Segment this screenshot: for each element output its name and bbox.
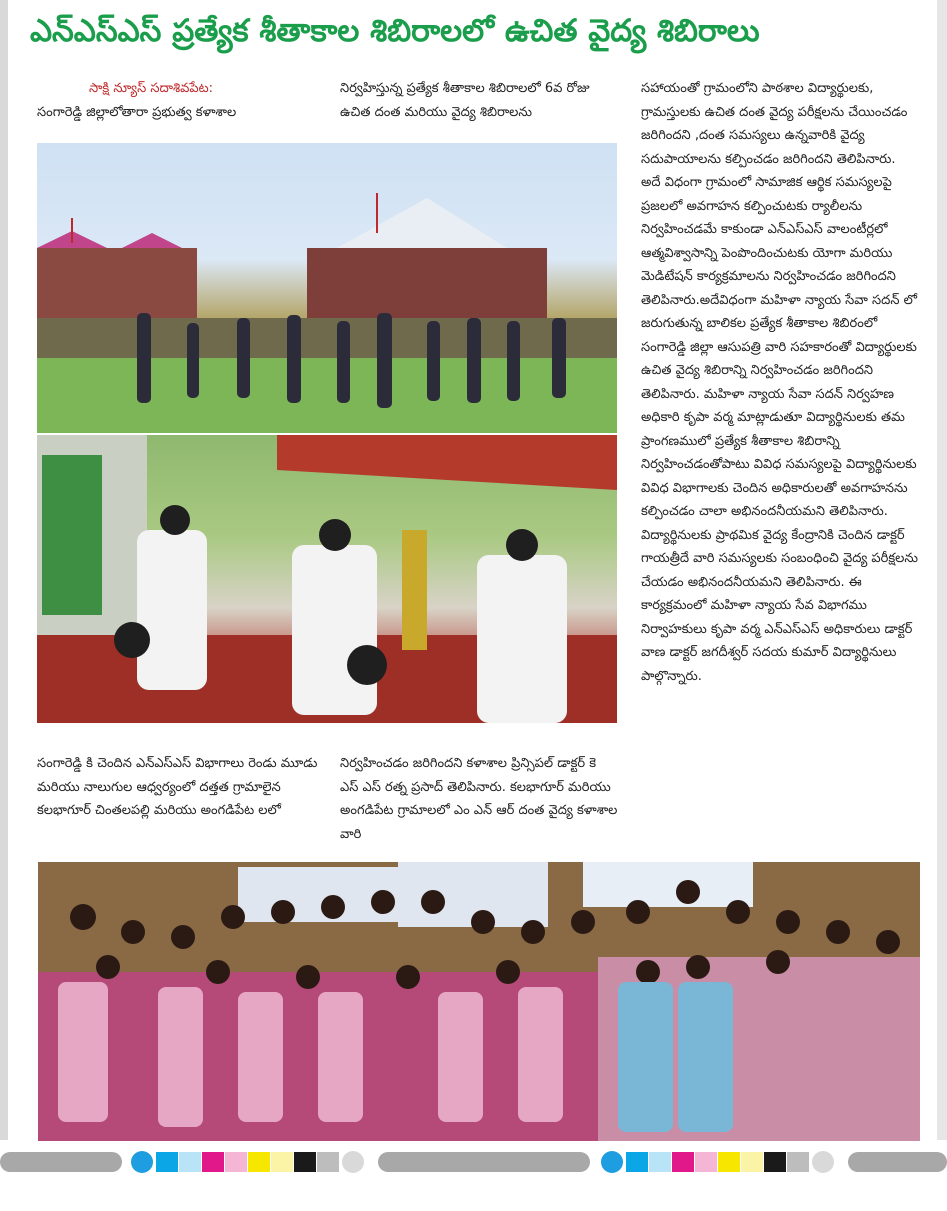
column-1-bottom <box>37 752 327 852</box>
light-magenta-chip-2 <box>695 1152 717 1172</box>
column-2-bottom-text: నిర్వహించడం జరిగిందని కళాశాల ప్రిన్సిపల్ డాక్టర్ కె ఎస్ ఎస్ రత్న ప్రసాద్ తెలిపినారు. కలభాగూర్ మరియు అంగడిపేట గ్రామాలలో ఎం ఎన్ ఆర్ దంత వైద్య కళాశాల వారి <box>340 756 618 842</box>
cyan-chip-2 <box>626 1152 648 1172</box>
article-headline: ఎన్ఎస్ఎస్ ప్రత్యేక శీతాకాల శిబిరాలలో ఉచిత వైద్య శిబిరాలు <box>30 13 760 49</box>
byline: సాక్షి న్యూస్ సదాశివపేట: <box>89 81 214 96</box>
column-2-top-text: నిర్వహిస్తున్న ప్రత్యేక శీతాకాల శిబిరాలలో 6వ రోజు ఉచిత దంత మరియు వైద్య శిబిరాలను <box>340 81 590 120</box>
column-3-text: సహాయంతో గ్రామంలోని పాఠశాల విద్యార్థులకు, గ్రామస్తులకు ఉచిత దంత వైద్య పరీక్షలను చేయించడం జరిగిందని ,దంత సమస్యలు ఉన్నవారికి వైద్య సదుపాయాలను కల్పించడం జరిగిందని తెలిపినారు. అదే విధంగా గ్రామంలో సామాజిక ఆర్థిక సమస్యలపై ప్రజలలో అవగాహన కల్పించుటకు ర్యాలీలను నిర్వహించడమే కాకుండా ఎన్ఎస్ఎస్ వాలంటీర్లలో ఆత్మవిశ్వాసాన్ని పెంపొందించుటకు యోగా మరియు మెడిటేషన్ కార్యక్రమాలను నిర్వహించడం జరిగిందని తెలిపినారు.అదేవిధంగా మహిళా న్యాయ సేవా సదన్ లో జరుగుతున్న బాలికల ప్రత్యేక శీతాకాల శిబిరంలో సంగారెడ్డి జిల్లా ఆసుపత్రి వారి సహకారంతో విద్యార్థులకు ఉచిత వైద్య శిబిరాన్ని నిర్వహించడం జరిగిందని తెలిపినారు. మహిళా న్యాయ సేవా సదన్ నిర్వహణ అధికారి కృపా వర్మ మాట్లాడుతూ విద్యార్థినులకు తమ ప్రాంగణములో ప్రత్యేక శీతాకాల శిబిరాన్ని నిర్వహించడంతోపాటు వివిధ సమస్యలపై విద్యార్థినులకు వివిధ విభాగాలకు చెందిన అధికారులతో అవగాహనను కల్పించడం చాలా అభినందనీయమని తెలిపినారు. విద్యార్థినులకు ప్రాథమిక వైద్య కేంద్రానికి చెందిన డాక్టర్ గాయత్రీదే వారి సమస్యలకు సంబంధించి వైద్య పరీక్షలను చేయడం అభినందనీయమని తెలిపినారు. ఈ కార్యక్రమంలో మహిళా న్యాయ సేవ విభాగము నిర్వాహకులు కృపా వర్మ ఎన్ఎస్ఎస్ అధికారులు డాక్టర్ వాణ డాక్టర్ జగదీశ్వర్ సదయ కుమార్ విద్యార్థినులు పాల్గొన్నారు. <box>641 81 918 684</box>
black-chip-2 <box>764 1152 786 1172</box>
gray-bar-left <box>0 1152 122 1172</box>
magenta-chip-2 <box>672 1152 694 1172</box>
cyan-dot <box>131 1151 153 1173</box>
students-group-photo <box>38 862 920 1141</box>
column-2-top <box>340 77 618 132</box>
light-yellow-chip <box>271 1152 293 1172</box>
gray-bar-right <box>848 1152 947 1172</box>
column-1-top-text: సంగారెడ్డి జిల్లాలోతారా ప్రభుత్వ కళాశాల <box>37 104 237 120</box>
medical-camp-illustration <box>37 435 617 723</box>
nss-rally-photo <box>37 143 617 433</box>
column-3 <box>641 77 919 852</box>
gray-chip <box>317 1152 339 1172</box>
light-yellow-chip-2 <box>741 1152 763 1172</box>
gray-bar-middle <box>378 1152 590 1172</box>
rally-illustration <box>37 143 617 433</box>
gray-dot-2 <box>812 1151 834 1173</box>
light-cyan-chip-2 <box>649 1152 671 1172</box>
column-2-bottom <box>340 752 618 852</box>
black-chip <box>294 1152 316 1172</box>
light-cyan-chip <box>179 1152 201 1172</box>
right-page-edge <box>937 0 947 1140</box>
yellow-chip <box>248 1152 270 1172</box>
cyan-dot-2 <box>601 1151 623 1173</box>
gray-chip-2 <box>787 1152 809 1172</box>
yellow-chip-2 <box>718 1152 740 1172</box>
medical-camp-photo <box>37 435 617 723</box>
column-1-bottom-text: సంగారెడ్డి కి చెందిన ఎన్ఎస్ఎస్ విభాగాలు రెండు మూడు మరియు నాలుగుల ఆధ్వర్యంలో దత్తత గ్రామాలైన కలభాగూర్ చింతలపల్లి మరియు అంగడిపేట లలో <box>37 756 318 818</box>
column-1-top <box>37 77 327 132</box>
print-registration-bar <box>0 1150 947 1174</box>
gray-dot <box>342 1151 364 1173</box>
cyan-chip <box>156 1152 178 1172</box>
light-magenta-chip <box>225 1152 247 1172</box>
magenta-chip <box>202 1152 224 1172</box>
students-group-illustration <box>38 862 920 1141</box>
left-page-edge <box>0 0 8 1140</box>
